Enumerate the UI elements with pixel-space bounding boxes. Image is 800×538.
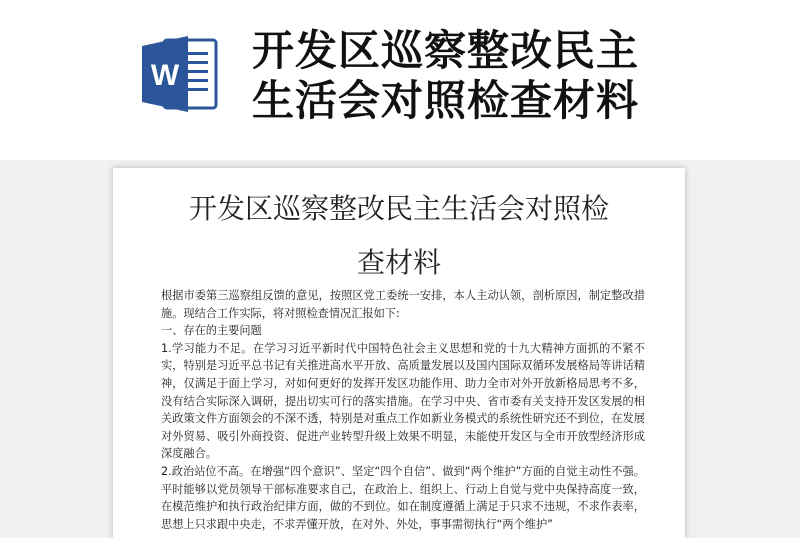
word-document-icon — [138, 34, 220, 114]
paragraph: 根据市委第三巡察组反馈的意见，按照区党工委统一安排，本人主动认领，剖析原因，制定整改措施。现结合工作实际，将对照检查情况汇报如下: — [161, 289, 645, 320]
paragraph: 2.政治站位不高。在增强“四个意识”、坚定“四个自信”、做到“两个维护”方面的自觉主动性不强。平时能够以党员领导干部标准要求自己，在政治上、组织上、行动上自觉与党中央保持高度一致，在模范维护和执行政治纪律方面，做的不到位。如在制度遵循上满足于只求不违规，不求作表率，思想上只求跟中央走，不求弄懂开放，在对外、外处，事事需彻执行“两个维护” — [161, 464, 645, 531]
header-title — [252, 26, 792, 126]
header-banner — [0, 0, 800, 160]
document-body — [161, 287, 645, 533]
document-title-line: 查材料 — [356, 246, 441, 279]
section-heading: 一、存在的主要问题 — [161, 324, 262, 338]
svg-text:W: W — [150, 59, 180, 92]
document-title — [113, 182, 685, 290]
document-page — [113, 168, 685, 538]
header-title-line: 开发区巡察整改民主 — [252, 26, 640, 75]
paragraph: 1.学习能力不足。在学习习近平新时代中国特色社会主义思想和党的十九大精神方面抓的不紧不实，特别是习近平总书记有关推进高水平开放、高质量发展以及国内国际双循环发展格局等讲话精神，仅满足于面上学习，对如何更好的发挥开发区功能作用、助力全市对外开放新格局思考不多，没有结合实际深入调研，提出切实可行的落实措施。在学习中央、省市委有关支持开发区发展的相关政策文件方面领会的不深不透，特别是对重点工作如新业务模式的系统性研究还不到位，在发展对外贸易、吸引外商投资、促进产业转型升级上效果不明显，未能使开发区与全市开放型经济形成深度融合。 — [161, 341, 645, 461]
header-title-line: 生活会对照检查材料 — [252, 76, 640, 125]
document-title-line: 开发区巡察整改民主生活会对照检 — [188, 192, 609, 225]
